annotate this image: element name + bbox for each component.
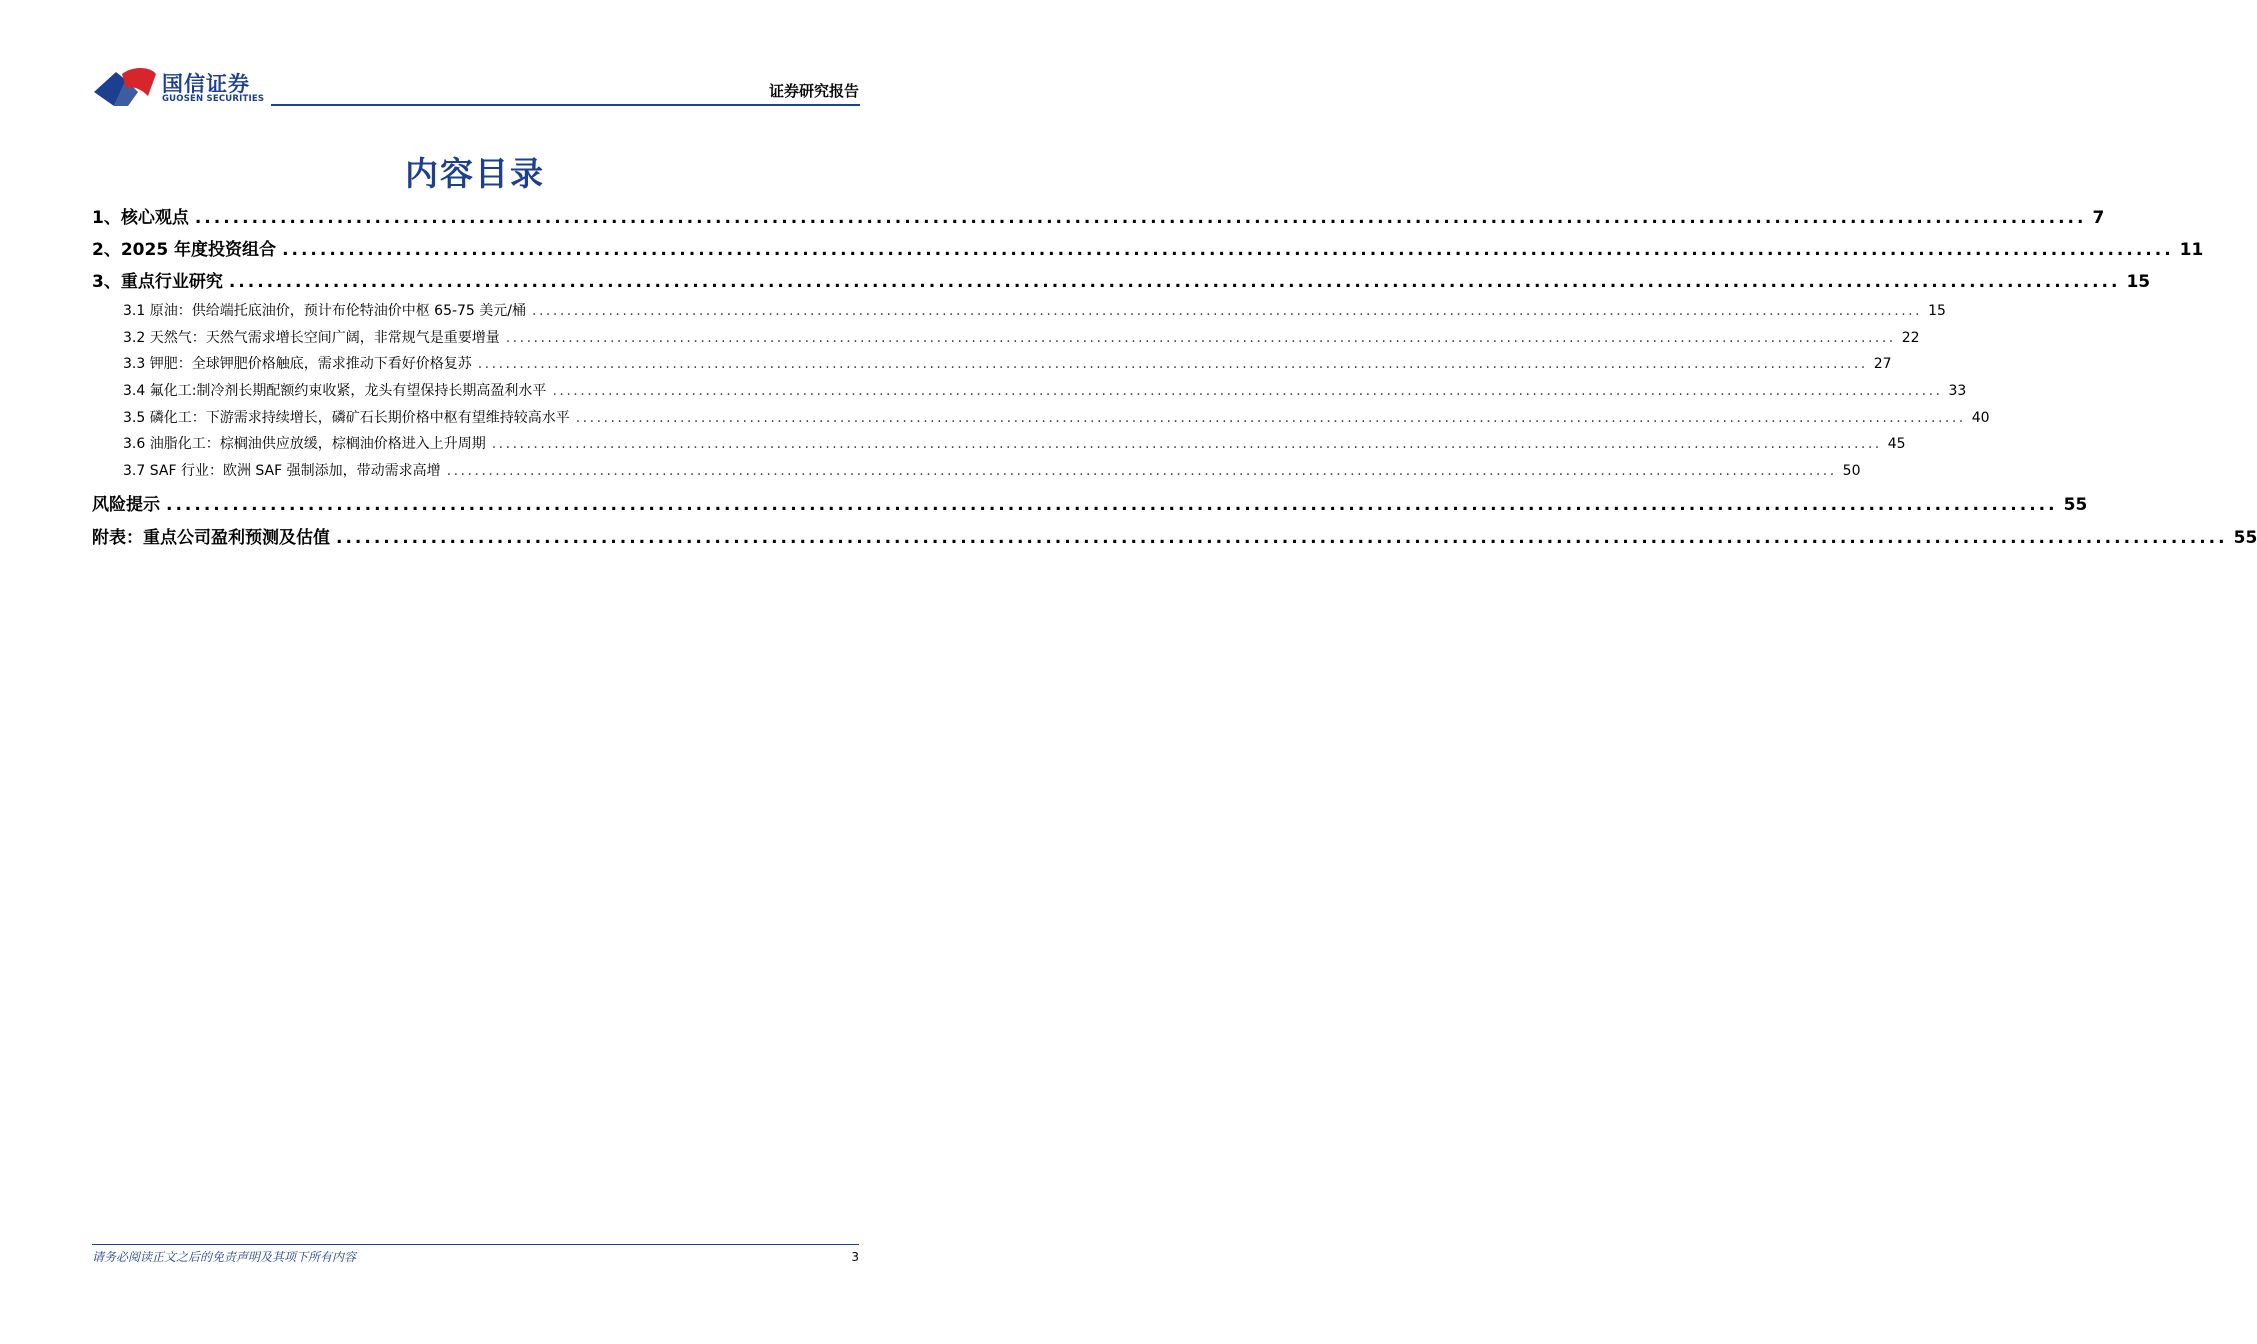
page-header xyxy=(0,0,950,112)
toc-dot-leader: ........................................................................................................................................................................................................ xyxy=(491,436,1882,452)
toc-entry-page: 27 xyxy=(1873,356,1892,372)
toc-entry-page: 33 xyxy=(1948,383,1967,399)
toc-entry-page: 55 xyxy=(2063,495,2088,515)
toc-entry[interactable] xyxy=(92,523,2257,548)
guosen-logo-mark xyxy=(92,66,158,110)
toc-dot-leader: ........................................................................................................................................................................................................ xyxy=(505,330,1896,346)
toc-title: 内容目录 xyxy=(405,154,545,193)
toc-entry[interactable] xyxy=(92,380,1967,400)
toc-entry-label: 2、2025 年度投资组合 xyxy=(92,240,277,260)
toc-entry-page: 7 xyxy=(2092,208,2105,228)
toc-dot-leader: ........................................................................................................................................................................................................ xyxy=(194,208,2087,228)
footer-divider xyxy=(92,1244,859,1245)
toc-entry[interactable] xyxy=(92,433,1906,453)
toc-dot-leader: ........................................................................................................................................................................................................ xyxy=(446,463,1837,479)
toc-entry-page: 11 xyxy=(2179,240,2204,260)
toc-entry-label: 附表：重点公司盈利预测及估值 xyxy=(92,528,330,548)
header-divider xyxy=(271,104,860,106)
toc-entry[interactable] xyxy=(92,407,1990,427)
toc-dot-leader: ........................................................................................................................................................................................................ xyxy=(282,240,2174,260)
toc-entry-page: 15 xyxy=(1928,303,1946,319)
toc-dot-leader: ........................................................................................................................................................................................................ xyxy=(532,303,1923,319)
toc-dot-leader: ........................................................................................................................................................................................................ xyxy=(552,383,1943,399)
toc-entry-label: 3、重点行业研究 xyxy=(92,272,223,292)
toc-entry-page: 15 xyxy=(2126,272,2151,292)
toc-entry[interactable] xyxy=(92,490,2088,515)
report-type-label: 证券研究报告 xyxy=(768,82,859,100)
toc-entry-page: 50 xyxy=(1842,463,1861,479)
logo-english-name: GUOSEN SECURITIES xyxy=(162,94,265,104)
page-number: 3 xyxy=(851,1250,859,1264)
toc-entry-label: 3.3 钾肥：全球钾肥价格触底，需求推动下看好价格复苏 xyxy=(123,356,472,372)
toc-entry-page: 55 xyxy=(2233,528,2257,548)
toc-entry-label: 3.4 氟化工:制冷剂长期配额约束收紧，龙头有望保持长期高盈利水平 xyxy=(123,383,547,399)
logo-chinese-name: 国信证券 xyxy=(162,72,250,96)
toc-entry-label: 3.6 油脂化工：棕榈油供应放缓，棕榈油价格进入上升周期 xyxy=(123,436,486,452)
toc-dot-leader: ........................................................................................................................................................................................................ xyxy=(477,356,1868,372)
toc-entry[interactable] xyxy=(92,327,1920,347)
toc-dot-leader: ........................................................................................................................................................................................................ xyxy=(228,272,2121,292)
toc-entry-label: 3.2 天然气：天然气需求增长空间广阔，非常规气是重要增量 xyxy=(123,330,500,346)
toc-entry[interactable] xyxy=(92,353,1892,373)
toc-dot-leader: ........................................................................................................................................................................................................ xyxy=(336,528,2228,548)
toc-entry-page: 22 xyxy=(1901,330,1920,346)
toc-entry-label: 3.5 磷化工：下游需求持续增长，磷矿石长期价格中枢有望维持较高水平 xyxy=(123,410,570,426)
toc-entry-label: 3.7 SAF 行业：欧洲 SAF 强制添加，带动需求高增 xyxy=(123,463,441,479)
toc-entry[interactable] xyxy=(92,203,2105,228)
toc-entry[interactable] xyxy=(92,235,2204,260)
toc-entry[interactable] xyxy=(92,300,1946,320)
footer-disclaimer: 请务必阅读正文之后的免责声明及其项下所有内容 xyxy=(92,1250,357,1264)
guosen-logo xyxy=(92,66,265,110)
toc-entry-label: 1、核心观点 xyxy=(92,208,189,228)
toc-entry[interactable] xyxy=(92,460,1861,480)
toc-entry[interactable] xyxy=(92,267,2151,292)
toc-entry-label: 3.1 原油：供给端托底油价，预计布伦特油价中枢 65-75 美元/桶 xyxy=(123,303,527,319)
toc-dot-leader: ........................................................................................................................................................................................................ xyxy=(575,410,1966,426)
toc-entry-page: 45 xyxy=(1887,436,1906,452)
toc-entry-label: 风险提示 xyxy=(92,495,160,515)
toc-dot-leader: ........................................................................................................................................................................................................ xyxy=(166,495,2058,515)
toc-entry-page: 40 xyxy=(1971,410,1990,426)
